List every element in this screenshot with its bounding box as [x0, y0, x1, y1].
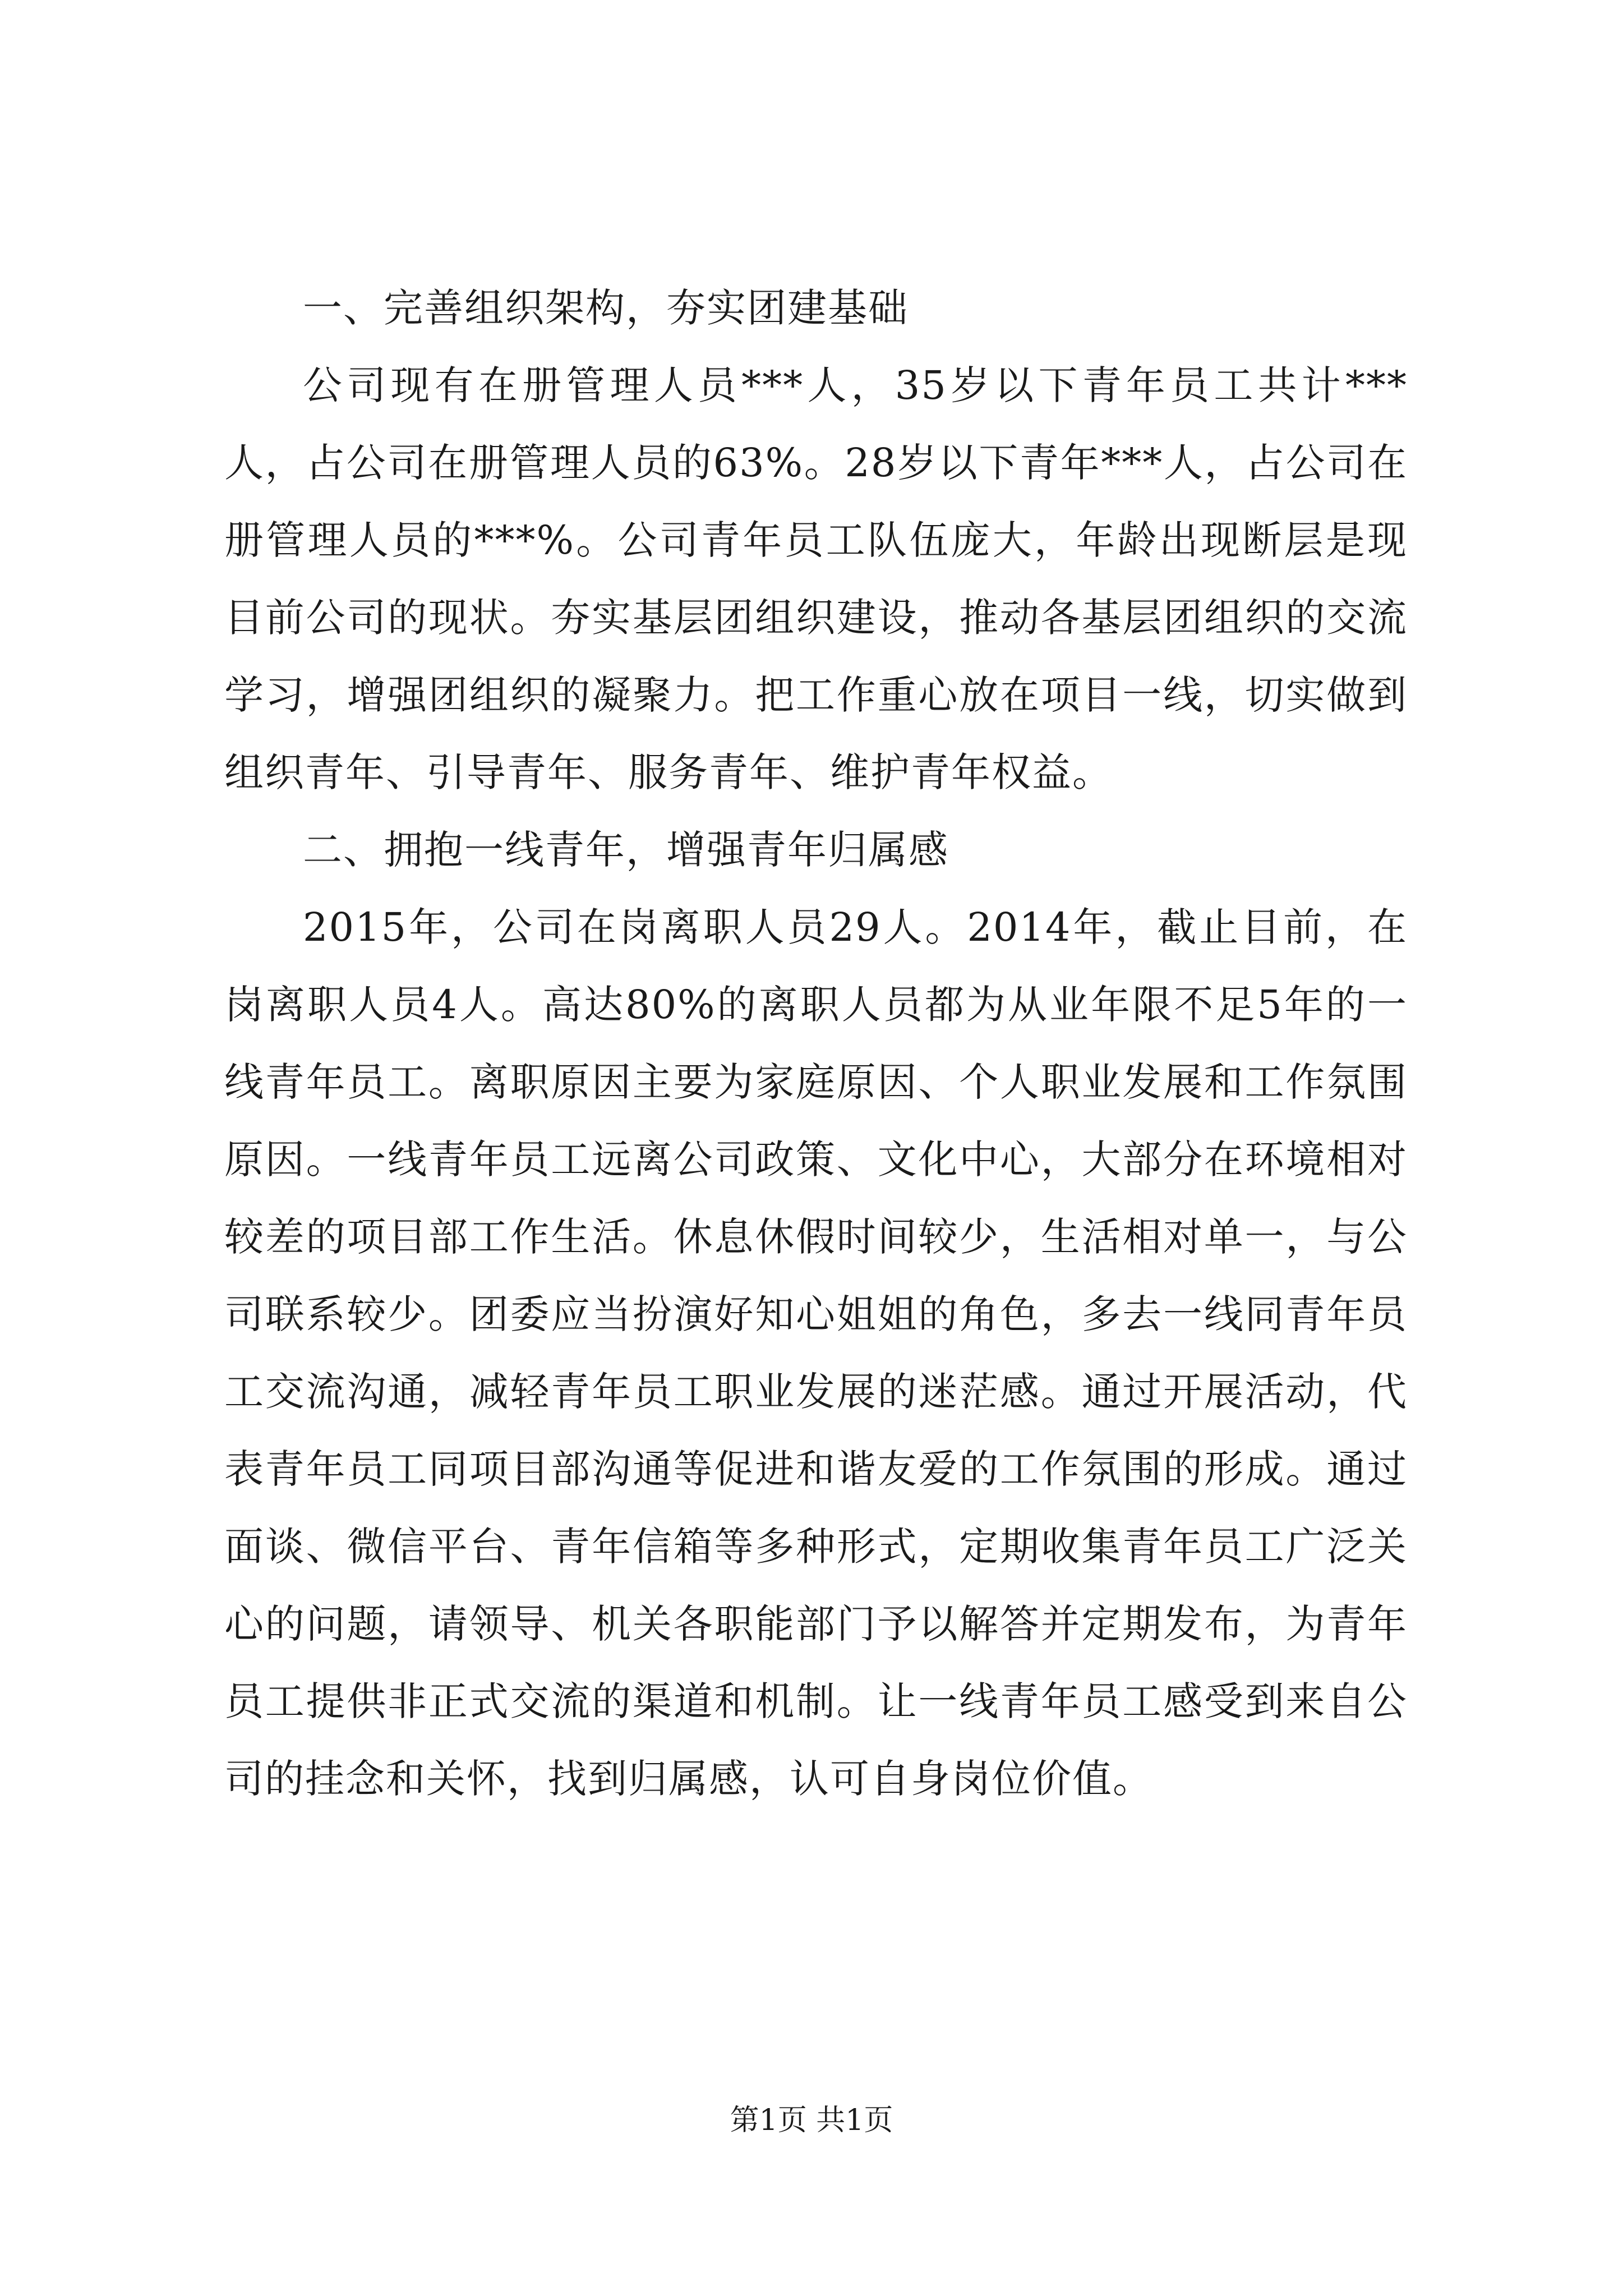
- document-body: [224, 269, 1408, 1818]
- page-footer: [0, 2101, 1623, 2140]
- section-heading-2: 二、拥抱一线青年，增强青年归属感: [303, 827, 949, 873]
- body-paragraph-1: 公司现有在册管理人员***人，35岁以下青年员工共计***人，占公司在册管理人员的63%。28岁以下青年***人，占公司在册管理人员的***%。公司青年员工队伍庞大，年龄出现断层是现目前公司的现状。夯实基层团组织建设，推动各基层团组织的交流学习，增强团组织的凝聚力。把工作重心放在项目一线，切实做到组织青年、引导青年、服务青年、维护青年权益。: [224, 362, 1408, 795]
- page-number-label: 第1页 共1页: [730, 2104, 893, 2137]
- body-paragraph-2: 2015年，公司在岗离职人员29人。2014年，截止目前，在岗离职人员4人。高达80%的离职人员都为从业年限不足5年的一线青年员工。离职原因主要为家庭原因、个人职业发展和工作氛围原因。一线青年员工远离公司政策、文化中心，大部分在环境相对较差的项目部工作生活。休息休假时间较少，生活相对单一，与公司联系较少。团委应当扮演好知心姐姐的角色，多去一线同青年员工交流沟通，减轻青年员工职业发展的迷茫感。通过开展活动，代表青年员工同项目部沟通等促进和谐友爱的工作氛围的形成。通过面谈、微信平台、青年信箱等多种形式，定期收集青年员工广泛关心的问题，请领导、机关各职能部门予以解答并定期发布，为青年员工提供非正式交流的渠道和机制。让一线青年员工感受到来自公司的挂念和关怀，找到归属感，认可自身岗位价值。: [224, 904, 1408, 1802]
- section-heading-1: 一、完善组织架构，夯实团建基础: [303, 285, 909, 331]
